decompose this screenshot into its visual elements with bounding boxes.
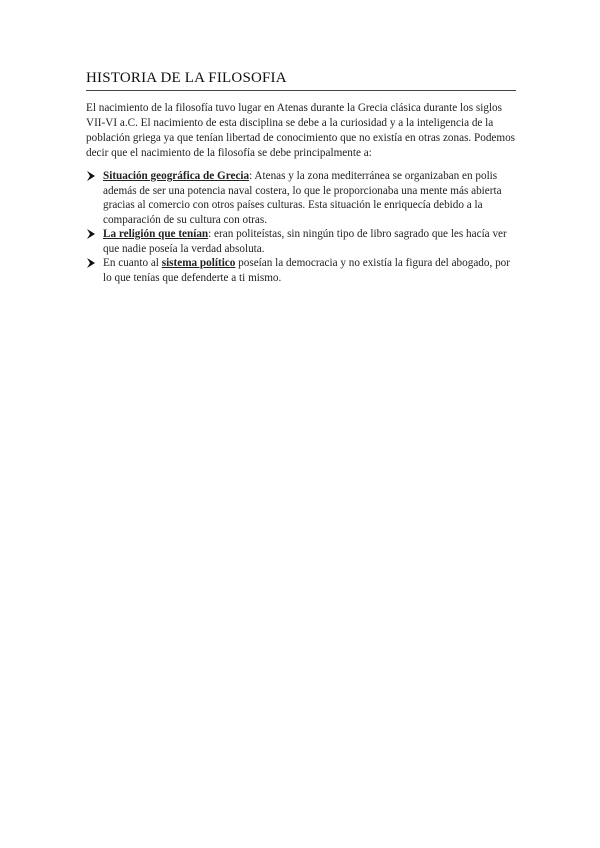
arrow-bullet-icon: [86, 228, 96, 240]
bullet-text: poseían la democracia y no existía la figura del abogado, por lo que tenías que defenderte a ti mismo.: [103, 257, 510, 284]
arrow-bullet-icon: [86, 170, 96, 182]
bullet-text: : Atenas y la zona mediterránea se organizaban en polis además de ser una potencia naval costera, lo que le proporcionaba una mente más abierta gracias al comercio con otros países culturas. Esta situación le enriquecía debido a la comparación de su cultura con otras.: [103, 170, 502, 226]
list-item: [86, 169, 516, 227]
bullet-highlight: La religión que tenían: [103, 228, 209, 240]
list-item: [86, 256, 516, 285]
bullet-highlight: Situación geográfica de Grecia: [103, 170, 250, 182]
arrow-bullet-icon: [86, 257, 96, 269]
document-title: HISTORIA DE LA FILOSOFIA: [86, 70, 516, 91]
bullet-text: : eran politeístas, sin ningún tipo de libro sagrado que les hacía ver que nadie poseía la verdad absoluta.: [103, 228, 507, 255]
list-item: [86, 227, 516, 256]
intro-paragraph: El nacimiento de la filosofía tuvo lugar en Atenas durante la Grecia clásica durante los siglos VII-VI a.C. El nacimiento de esta disciplina se debe a la curiosidad y a la inteligencia de la población griega ya que tenían libertad de conocimiento que no existía en otras zonas. Podemos decir que el nacimiento de la filosofía se debe principalmente a:: [86, 102, 516, 159]
bullet-prefix: En cuanto al: [103, 257, 162, 269]
bullet-highlight: sistema político: [161, 257, 236, 269]
bullet-list: [86, 169, 516, 285]
document-page: [86, 70, 516, 285]
